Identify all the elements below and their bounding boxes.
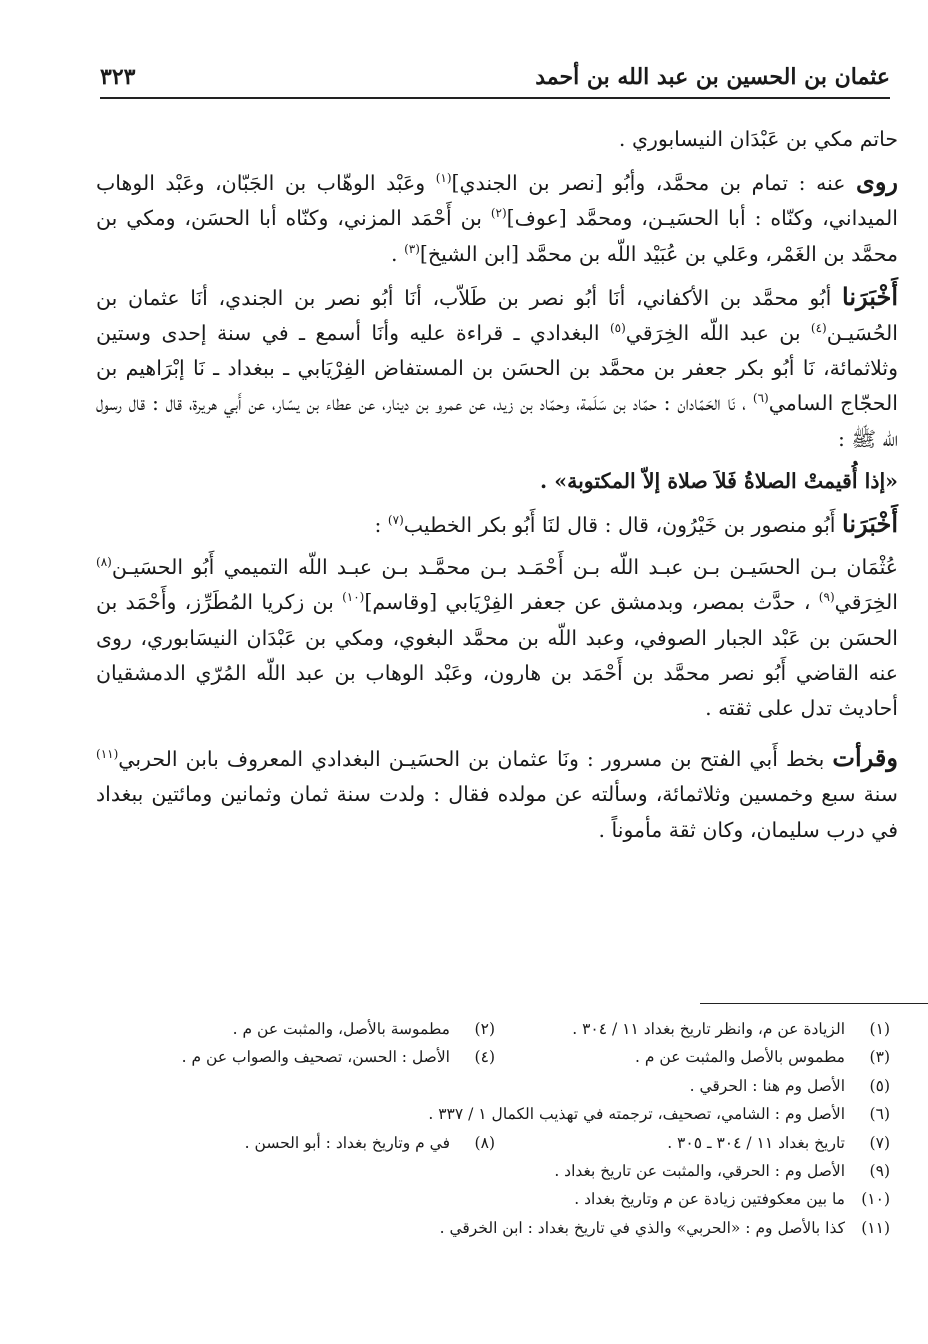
paragraph-7: وقرأت بخط أَبي الفتح بن مسرور : ونَا عثمان بن الحسَيـن البغدادي المعروف بابن الحربي$^{(١١)}$ سنة سبع وخمسين وثلاثمائة، وسألته عن مولده فقال : ولدت سنة ثمان وثمانين ومائتين ببغداد في درب سليمان، وكان ثقة مأموناً . (96, 743, 898, 842)
running-title: عثمان بن الحسين بن عبد الله بن أحمد (535, 64, 890, 90)
paragraph-3: أَخْبَرَنا أبُو محمَّد بن الأكفاني، أنَا أبُو نصر بن طَلاّب، أنَا أبُو نصر بن الجندي، أنَا عثمان بن الحُسَيـن$^{(٤)}$ بن عبد اللّه الخِرَقي$^{(٥)}$ البغدادي ـ قراءة عليه وأنَا أسمع ـ في سنة إحدى وستين وثلاثمائة، نَا أبُو بكر جعفر بن محمَّد بن الحسَن بن المستفاض الفِرْيَابي ـ ببغداد ـ نَا إبْرَاهيم بن الحجّاج السامي$^{(٦)}$ ، نَا الحَمّادان : حمّاد بن سَلَمة، وحمّاد بن زيد، عن عمرو بن دينار، عن عطاء بن يسّار، عن أَبي هريرة، قال : قال رسول اللّه ﷺ : (96, 281, 898, 451)
footnote-row (100, 1185, 890, 1213)
footnote-ref[interactable]: (١) (435, 171, 452, 186)
footnote-2: (٢)مطموسة بالأصل، والمثبت عن م . (232, 1020, 495, 1038)
footnote-8: (٨)في م وتاريخ بغداد : أبو الحسن . (244, 1133, 495, 1152)
footnote-11: (١١)كذا بالأصل وم : «الحربي» والذي في تاريخ بغداد : ابن الخرقي . (439, 1218, 890, 1237)
lead-word: أَخْبَرَنا (842, 281, 898, 311)
footnote-rule (700, 1003, 928, 1004)
footnote-10: (١٠)ما بين معكوفتين زيادة عن م وتاريخ بغداد . (574, 1190, 890, 1209)
footnote-ref[interactable]: (٨) (96, 555, 112, 570)
page-number: ٣٢٣ (100, 64, 136, 90)
footnote-9: (٩)الأصل وم : الحرقي، والمثبت عن تاريخ بغداد . (554, 1161, 890, 1180)
footnote-ref[interactable]: (٥) (609, 321, 626, 336)
footnote-row (100, 1214, 890, 1242)
footnotes (100, 1015, 890, 1242)
paragraph-5: أَخْبَرَنا أَبُو منصور بن خَيْرُون، قال : قال لنَا أَبُو بكر الخطيب$^{(٧)}$ : (374, 509, 898, 539)
footnote-ref[interactable]: (١٠) (342, 590, 365, 605)
footnote-5: (٥)الأصل وم هنا : الحرقي . (689, 1076, 890, 1095)
lead-word: روى (856, 167, 898, 197)
footnote-1: (١)الزيادة عن م، وانظر تاريخ بغداد ١١ / ٣٠٤ . (572, 1020, 890, 1038)
running-header (100, 60, 890, 94)
paragraph-2: روى عنه : تمام بن محمَّد، وأبُو [نصر بن الجندي]$^{(١)}$ وعَبْد الوهّاب بن الجَبّان، وعَبْد الوهاب الميداني، وكنّاه : أبا الحسَيـن، ومحمَّد [عوف]$^{(٢)}$ بن أَحْمَد المزني، وكنّاه أبا الحسَن، ومكي بن محمَّد بن الغَمْر، وعَلي بن عُبَيْد اللّه بن محمَّد [ابن الشيخ]$^{(٣)}$ . (96, 167, 898, 266)
footnote-ref[interactable]: (٦) (752, 391, 769, 406)
footnote-ref[interactable]: (٩) (818, 590, 835, 605)
footnote-4: (٤)الأصل : الحسن، تصحيف والصواب عن م . (181, 1048, 495, 1067)
paragraph-1: حاتم مكي بن عَبْدَان النيسابوري . (618, 127, 898, 151)
footnote-row (100, 1100, 890, 1128)
footnote-row (100, 1157, 890, 1185)
footnote-row (100, 1129, 890, 1157)
header-rule (100, 97, 890, 99)
footnote-row (100, 1015, 890, 1043)
footnote-6: (٦)الأصل وم : الشامي، تصحيف، ترجمته في تهذيب الكمال ١ / ٣٣٧ . (428, 1105, 890, 1124)
footnote-ref[interactable]: (٧) (387, 513, 404, 528)
footnote-7: (٧)تاريخ بغداد ١١ / ٣٠٤ ـ ٣٠٥ . (667, 1133, 890, 1152)
footnote-row (100, 1072, 890, 1100)
paragraph-6: عُثْمَان بـن الحسَيـن بـن عبـد اللّه بـن أَحْمَـد بـن محمَّـد بـن عبـد اللّه التميمي أَبُو الحسَيـن$^{(٨)}$ الخِرَقي$^{(٩)}$ ، حدَّث بمصر، وبدمشق عن جعفر الفِرْيَابي [وقاسم]$^{(١٠)}$ بن زكريا المُطَرِّز، وأَحْمَد بن الحسَن بن عَبْد الجبار الصوفي، وعبد اللّه بن محمَّد البغوي، ومكي بن عَبْدَان النيسَابوري، روى عنه القاضي أَبُو نصر محمَّد بن أَحْمَد بن هارون، وعَبْد الوهاب بن عبد اللّه المُرّي الدمشقيان أحاديث تدل على ثقته . (96, 555, 898, 721)
footnote-row (100, 1043, 890, 1071)
lead-word: وقرأت (832, 743, 898, 773)
footnote-ref[interactable]: (٣) (404, 241, 420, 256)
footnote-ref[interactable]: (٤) (810, 321, 827, 336)
main-text (96, 122, 898, 848)
lead-word: أَخْبَرَنا (842, 509, 898, 539)
footnote-ref[interactable]: (٢) (490, 206, 507, 221)
footnote-ref[interactable]: (١١) (96, 747, 119, 762)
hadith-text: «إذا أُقيمتْ الصلاةُ فَلاَ صلاة إلاّ المكتوبة» . (540, 468, 898, 493)
footnote-3: (٣)مطموس بالأصل والمثبت عن م . (635, 1048, 890, 1067)
